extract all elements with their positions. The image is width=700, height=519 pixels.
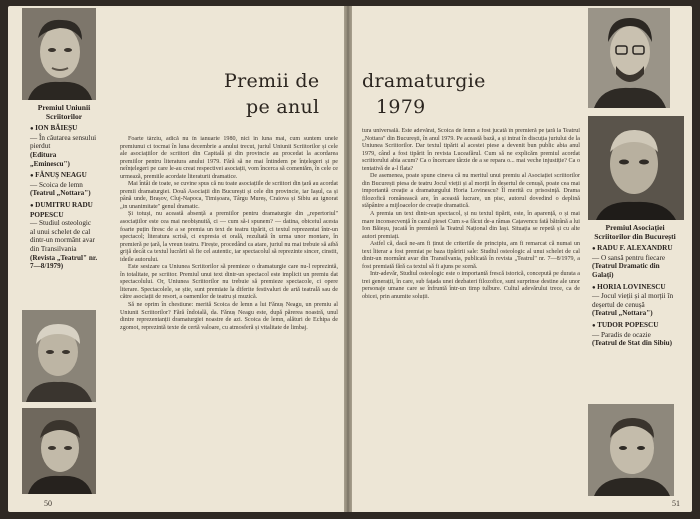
paragraph: Astfel că, dacă ne-am fi ținut de criteriile de principiu, am fi remarcat că numai un text literar a fost premiat pe baza tipăririi sale: Studiul osteologic al unui schelet de cal dintr-un mormânt avar din Transilvania, publicată în revista „Teatrul" nr. 7—8/1979, a fost premiată fără ca textul să fi ajuns pe scenă.	[362, 241, 580, 270]
portrait-photo-fanus-neagu	[22, 310, 96, 402]
author-name: ● HORIA LOVINESCU	[592, 283, 678, 293]
author-name: ● TUDOR POPESCU	[592, 321, 678, 331]
work-title: — Studiul osteologic al unui schelet de cal dintr-un mormânt avar din Transilvania	[30, 219, 95, 253]
article-column-2	[362, 128, 580, 498]
paragraph: Și totuși, nu această absență a premiilor pentru dramaturgie din „repertoriul" asociațiilor este cea mai neobișnuită, ci — cum să-i spunem? — datina, obiceiul acesta foarte puțin firesc de a se premia un text de teatru tipărit, ci textul reprezentat într-un spectacol; literatura scrisă, ci expresia ei orală, rezultată în urma unor montare, în premieră pe țară, la vreun teatru. Firește, procedând ca atare, juriul nu mai trebuie să aibă grijă decât ca textul lucrării să fie cel autentic, iar spectacolul să reprezinte sincer, cinstit, ideile autorului.	[120, 211, 338, 263]
paragraph: De asemenea, poate spune cineva că nu meritul unui premiu al Asociației scriitorilor din București piesa de teatru Jocul vieții și al morții în deșertul de cenușă, poate cea mai importantă creație a dramaturgului Horia Lovinescu? Îl merită cu prisosință. Drama filozofică românească are, în această lucrare, un pisc, autorul dovedind o deplină stăpânire a mijloacelor de creație dramatică.	[362, 173, 580, 210]
award-entry	[592, 321, 678, 348]
work-venue: (Teatrul „Nottara")	[30, 189, 91, 198]
award-entry	[30, 124, 98, 168]
work-venue: (Teatrul Dramatic din Galați)	[592, 262, 660, 279]
left-award-title: Premiul Uniunii Scriitorilor	[37, 103, 91, 121]
article-title-part4: 1979	[376, 96, 426, 118]
portrait-photo-horia-lovinescu	[588, 116, 684, 220]
award-entry	[30, 201, 98, 271]
portrait-photo-ion-baiesu	[22, 8, 96, 100]
author-name: ● DUMITRU RADU POPESCU	[30, 201, 98, 219]
work-title: — O sansă pentru fiecare	[592, 253, 666, 262]
left-award-caption	[30, 104, 98, 274]
paragraph: Intr-adevăr, Studiul osteologic este o importantă frescă istorică, concepută pe durata a trei generații, în care, sub fațada unei dezbateri filozofice, sunt surprinse destine ale unor personaje umane care se înfruntă într-un timp tulbure. Cultul adevărului trece, ca de obicei, prin anumite soluții.	[362, 271, 580, 301]
article-title-part1: Premii de	[224, 70, 320, 92]
portrait-photo-dumitru-radu-popescu	[22, 408, 96, 494]
right-award-title: Premiul Asociației Scriitorilor din București	[594, 223, 676, 241]
page-number-right: 51	[672, 499, 680, 508]
paragraph: Să ne oprim în chestiune: merită Scoica de lemn a lui Fănuș Neagu, un premiu al Uniunii Scriitorilor? Fără îndoială, da. Fănuș Neagu este, după părerea noastră, unul dintre reprezentanții dramaturgiei noastre de azi. Scoica de lemn, alături de Echipa de zgomot, reprezintă texte de certă valoare, cu atmosferă și vitalitate de limbaj.	[120, 302, 338, 331]
paragraph: tura universală. Este adevărat, Scoica de lemn a fost jucată în premieră pe țară la Teatrul „Nottara" din București, în anul 1979. Pe această bază, a și intrat în discuția juriului de la Uniunea Scriitorilor. Dar textul tipărit al acestei piese a devenit bun public abia anul 1979, când a fost tipărit în revista Luceafărul. Cum să ne explicăm premiul acordat scriitorului abia acum? Ca o încercare târzie de a se repara o... mai veche injustiție? Ca o tentativă de a-l flata?	[362, 128, 580, 172]
author-name: ● ION BĂIEȘU	[30, 124, 98, 134]
left-page	[8, 6, 344, 512]
award-entry	[592, 283, 678, 318]
right-award-caption	[592, 224, 678, 351]
award-entry	[592, 244, 678, 279]
paragraph: Este sesizare ca Uniunea Scriitorilor să premieze o dramaturgie care nu-l reprezintă, în totalitate, pe scriitor. Premiul unui text dintr-un spectacol este implicit un premiu dat spectacolului. Or, Uniunea Scriitorilor nu trebuie să premieze spectacole, ci opere literare. Spectacolele, se știe, sunt premiate la diferite festivaluri de artă teatrală sau de către asociații de resort, a oamenilor de teatru și muzică.	[120, 264, 338, 301]
work-venue: (Editura „Eminescu")	[30, 150, 70, 168]
work-venue: (Teatrul „Nottara")	[592, 309, 653, 318]
paragraph: Foarte târziu, adică nu în ianuarie 1980, nici în luna mai, cum suntem unele premiunui ci tocmai în luna decembrie a anului trecut, juriul Uniunii Scriitorilor și cele ale asociațiilor de scriitori din Capitală și din provincie au procedat la acordarea premiilor pentru literatura anului 1979. Fără să ne mai întindem pe înțelegeri și pe neînțelegeri pe care le-au creat respectivei asociații, vom încerca să comentăm, în cele ce urmează, premiile acordate literaturii dramatice.	[120, 136, 338, 180]
article-column-1	[120, 136, 338, 498]
work-title: — În căutarea sensului pierdut	[30, 133, 97, 151]
article-title-part2: pe anul	[246, 96, 320, 118]
work-venue: (Teatrul de Stat din Sibiu)	[592, 339, 673, 348]
right-page	[352, 6, 692, 512]
article-title-part3: dramaturgie	[362, 70, 486, 92]
portrait-photo-tudor-popescu	[588, 404, 674, 496]
author-name: ● FĂNUȘ NEAGU	[30, 171, 98, 181]
work-title: — Jocul vieții și al morții în deșertul de cenușă	[592, 292, 674, 309]
page-number-left: 50	[44, 499, 52, 508]
award-entry	[30, 171, 98, 198]
work-title: — Scoica de lemn	[30, 180, 83, 189]
paragraph: Mai întâi de toate, se cuvine spus că nu toate asociațiile de scriitori din țară au acordat premii dramaturgiei. Două Asociații din București și cele din provincie, iar Iașul, ca și până unde, Brașov, Cluj-Napoca, Timișoara, Târgu Mureș, Craiova și Sibiu au ignorat „in unanimitate" genul dramatic.	[120, 181, 338, 210]
work-venue: (Revista „Teatrul" nr. 7—8/1979)	[30, 253, 98, 271]
author-name: ● RADU F. ALEXANDRU	[592, 244, 678, 254]
portrait-photo-radu-f-alexandru	[588, 8, 670, 108]
work-title: — Paradis de ocazie	[592, 330, 651, 339]
paragraph: A premia un text dintr-un spectacol, și nu textul tipărit, este, în aparență, o și mai mare inconsecvență în cazul piesei Cum s-a făcut de-a râmas Cațavencu fată bătrână a lui Ion Băieșu, jucată în premieră la Teatrul Național din Iași. Situația se repetă și cu alte autori premiați.	[362, 211, 580, 240]
